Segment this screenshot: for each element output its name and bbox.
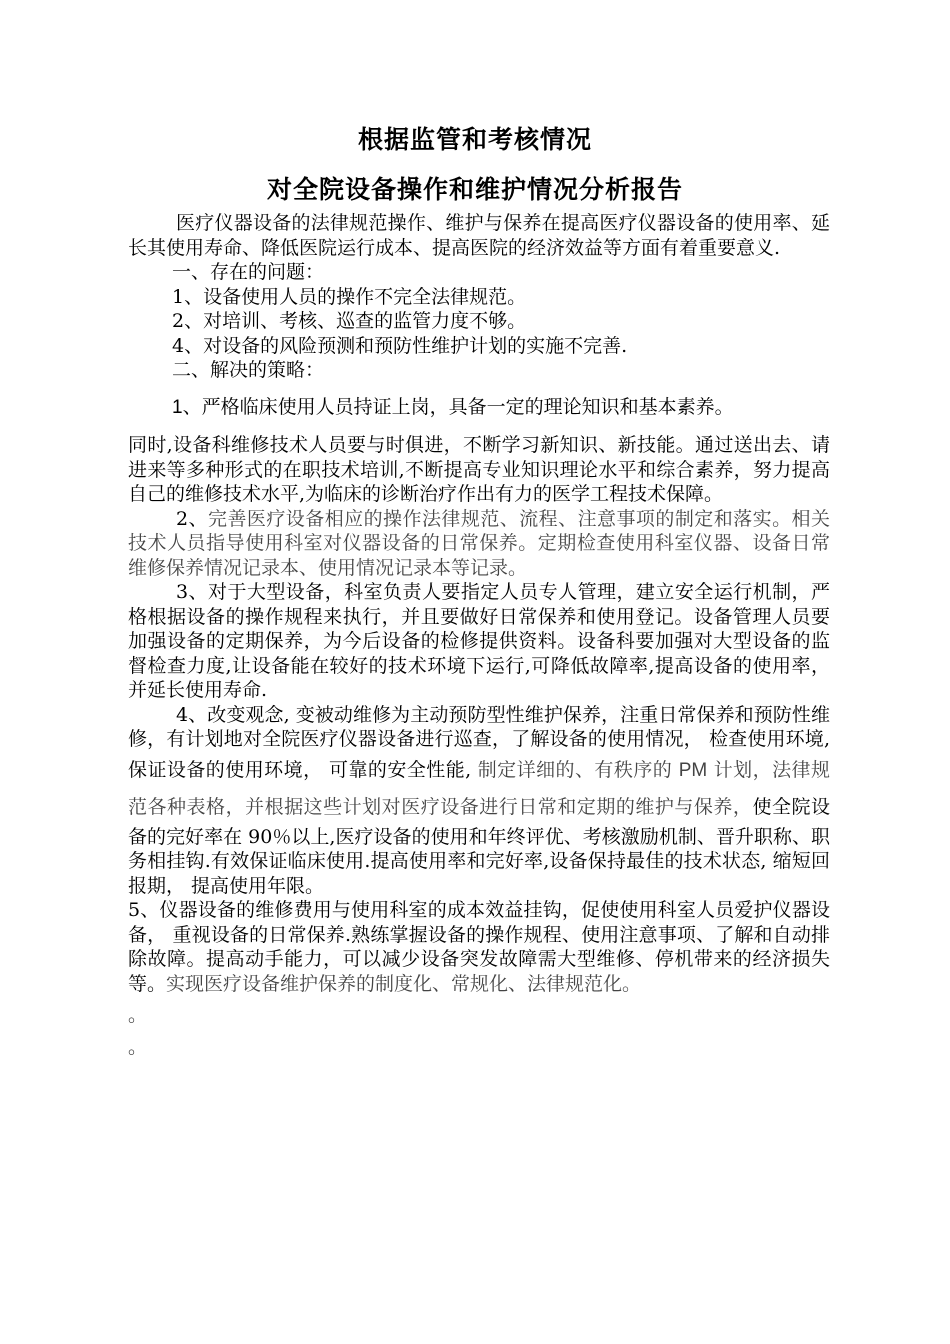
strategy-4-pm-term: PM xyxy=(678,759,708,781)
strategy-3-paragraph: 3、对于大型设备，科室负责人要指定人员专人管理，建立安全运行机制，严格根据设备的操作规程来执行，并且要做好日常保养和使用登记。设备管理人员要加强设备的定期保养，为今后设备的检修提供资料。设备科要加强对大型设备的监督检查力度,让设备能在较好的技术环境下运行,可降低故障率,提高设备的使用率，并延长使用寿命. xyxy=(128,581,830,701)
strategy-2-paragraph xyxy=(128,507,830,581)
section2-heading: 二、解决的策略： xyxy=(172,359,325,381)
strategy-1-lead: 1、严格临床使用人员持证上岗，具备一定的理论知识和基本素养。 xyxy=(172,396,734,418)
strategy-4-part-a: 4、改变观念, 变被动维修为主动预防型性维护保养，注重日常保养和预防性维修，有计划地对全院医疗仪器设备进行巡查，了解设备的使用情况， 检查使用环境, 保证设备的使用环境， 可靠的安全性能, xyxy=(128,703,830,781)
strategy-4-part-b-text: 制定详细的、有秩序的 xyxy=(471,758,679,781)
strategy-2-number: 2、 xyxy=(176,507,208,530)
trailing-mark-2: 。 xyxy=(128,1036,148,1058)
strategy-4-part-d: 使全院设备的完好率在 90％以上,医疗设备的使用和年终评优、考核激励机制、晋升职称、职务相挂钩.有效保证临床使用.提高使用率和完好率,设备保持最佳的技术状态, 缩短回报期， 提高使用年限。 xyxy=(128,795,830,897)
strategy-5-paragraph xyxy=(128,898,830,996)
document-body xyxy=(128,211,830,1060)
problem-item-2: 2、对培训、考核、巡查的监管力度不够。 xyxy=(172,310,527,332)
document-title-line-2: 对全院设备操作和维护情况分析报告 xyxy=(266,175,683,204)
problem-item-4: 4、对设备的风险预测和预防性维护计划的实施不完善. xyxy=(172,334,628,357)
strategy-4-part-c: 计划，法律规范各种表格，并根据这些计划对医疗设备进行日常和定期的维护与保养， xyxy=(128,758,830,818)
section1-heading: 一、存在的问题： xyxy=(172,261,325,283)
strategy-4-paragraph xyxy=(128,703,830,899)
intro-paragraph: 医疗仪器设备的法律规范操作、维护与保养在提高医疗仪器设备的使用率、延长其使用寿命、降低医院运行成本、提高医院的经济效益等方面有着重要意义. xyxy=(128,212,830,259)
document-title-line-1: 根据监管和考核情况 xyxy=(357,125,592,154)
strategy-5-part-b: 实现医疗设备维护保养的制度化、常规化、法律规范化。 xyxy=(166,972,642,995)
strategy-1-paragraph: 同时,设备科维修技术人员要与时俱进，不断学习新知识、新技能。通过送出去、请进来等多种形式的在职技术培训,不断提高专业知识理论水平和综合素养，努力提高自己的维修技术水平,为临床的诊断治疗作出有力的医学工程技术保障。 xyxy=(128,434,830,505)
strategy-5-part-a: 5、仪器设备的维修费用与使用科室的成本效益挂钩，促使使用科室人员爱护仪器设备， 重视设备的日常保养.熟练掌握设备的操作规程、使用注意事项、了解和自动排除故障。提高动手能力，可以减少设备突发故障需大型维修、停机带来的经济损失等。 xyxy=(128,899,830,995)
problem-item-1: 1、设备使用人员的操作不完全法律规范。 xyxy=(172,285,527,308)
trailing-mark-1: 。 xyxy=(128,1004,148,1026)
strategy-2-text: 完善医疗设备相应的操作法律规范、流程、注意事项的制定和落实。相关技术人员指导使用科室对仪器设备的日常保养。定期检查使用科室仪器、设备日常维修保养情况记录本、使用情况记录本等记录。 xyxy=(128,507,830,579)
